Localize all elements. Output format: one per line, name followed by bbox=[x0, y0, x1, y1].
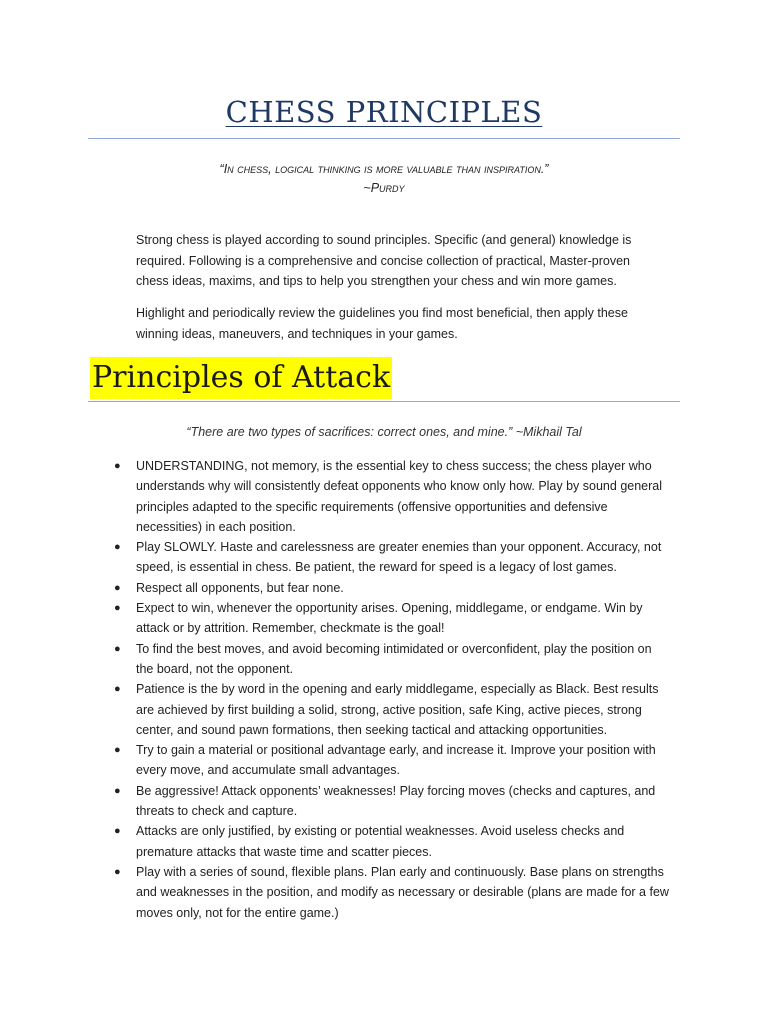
principles-list bbox=[112, 456, 672, 923]
list-item bbox=[112, 821, 672, 862]
bullet-icon: ● bbox=[114, 541, 121, 554]
bullet-icon: ● bbox=[114, 602, 121, 615]
list-item-text: Respect all opponents, but fear none. bbox=[136, 580, 344, 595]
section-heading: Principles of Attack bbox=[90, 357, 392, 399]
intro-paragraph: Strong chess is played according to sound principles. Specific (and general) knowledge is required. Following is a comprehensive and concise collection of practical, Master-proven chess ideas, maxims, and tips to help you strengthen your chess and win more games. bbox=[136, 233, 632, 288]
bullet-icon: ● bbox=[114, 744, 121, 757]
list-item bbox=[112, 578, 672, 598]
bullet-icon: ● bbox=[114, 784, 121, 797]
list-item-text: Patience is the by word in the opening and early middlegame, especially as Black. Best results are achieved by first building a solid, strong, active position, safe King, active pieces, strong center, and sound pawn formations, then seeking tactical and attacking opportunities. bbox=[136, 682, 659, 737]
list-item-text: Try to gain a material or positional advantage early, and increase it. Improve your position with every move, and accumulate small advantages. bbox=[136, 743, 656, 778]
list-item bbox=[112, 781, 672, 822]
list-item-text: UNDERSTANDING, not memory, is the essential key to chess success; the chess player who understands why will consistently defeat opponents who know only how. Play by sound general principles adapted to the specific requirements (offensive opportunities and defensive necessities) in each position. bbox=[136, 459, 663, 534]
list-item-text: Be aggressive! Attack opponents’ weaknesses! Play forcing moves (checks and captures, and threats to check and capture. bbox=[136, 783, 656, 819]
list-item bbox=[112, 740, 672, 781]
list-item-text: To find the best moves, and avoid becoming intimidated or overconfident, play the position on the board, not the opponent. bbox=[136, 641, 652, 676]
list-item bbox=[112, 862, 672, 923]
bullet-icon: ● bbox=[114, 460, 121, 472]
intro-paragraph: Highlight and periodically review the guidelines you find most beneficial, then apply these winning ideas, maneuvers, and techniques in your games. bbox=[136, 306, 628, 341]
intro-quote-attribution: ~Purdy bbox=[363, 181, 405, 195]
bullet-icon: ● bbox=[114, 581, 121, 594]
bullet-icon: ● bbox=[114, 825, 121, 838]
section-divider bbox=[88, 401, 680, 402]
bullet-icon: ● bbox=[114, 642, 121, 655]
intro-quote bbox=[0, 160, 768, 178]
list-item bbox=[112, 456, 672, 537]
list-item bbox=[112, 537, 672, 578]
intro-quote-attribution-line bbox=[0, 179, 768, 197]
list-item-text: Expect to win, whenever the opportunity arises. Opening, middlegame, or endgame. Win by attack or by attrition. Remember, checkmate is the goal! bbox=[136, 601, 643, 636]
list-item bbox=[112, 639, 672, 680]
bullet-icon: ● bbox=[114, 683, 121, 696]
list-item bbox=[112, 598, 672, 639]
document-title: CHESS PRINCIPLES bbox=[225, 95, 543, 129]
list-item bbox=[112, 679, 672, 740]
bullet-icon: ● bbox=[114, 865, 121, 878]
list-item-text: Play SLOWLY. Haste and carelessness are greater enemies than your opponent. Accuracy, not speed, is essential in chess. Be patient, the reward for speed is a legacy of lost games. bbox=[136, 540, 662, 575]
list-item-text: Play with a series of sound, flexible plans. Plan early and continuously. Base plans on strengths and weaknesses in the position, and modify as necessary or desirable (plans are made for a few moves only, not for the entire game.) bbox=[136, 864, 669, 920]
intro-quote-text: “In chess, logical thinking is more valuable than inspiration.” bbox=[219, 162, 549, 176]
list-item-text: Attacks are only justified, by existing or potential weaknesses. Avoid useless checks and premature attacks that waste time and scatter pieces. bbox=[136, 824, 625, 859]
title-divider bbox=[88, 138, 680, 139]
section-quote: “There are two types of sacrifices: correct ones, and mine.” ~Mikhail Tal bbox=[186, 425, 582, 439]
